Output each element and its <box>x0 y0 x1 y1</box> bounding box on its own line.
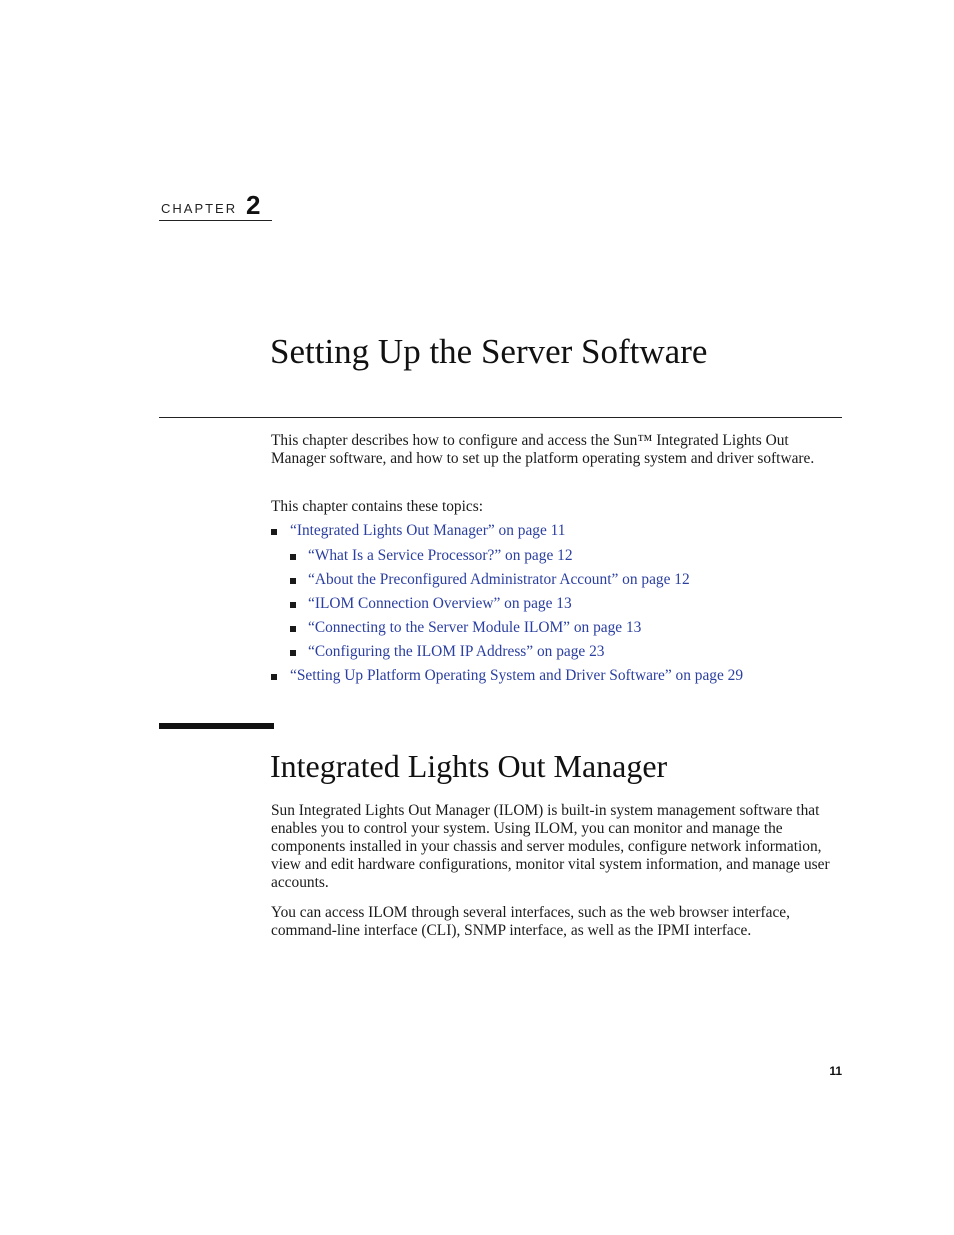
chapter-label <box>159 192 272 221</box>
bullet-icon <box>290 554 296 560</box>
bullet-icon <box>271 529 277 535</box>
bullet-icon <box>290 578 296 584</box>
bullet-icon <box>290 626 296 632</box>
topic-link[interactable]: “Configuring the ILOM IP Address” on page 23 <box>308 643 605 660</box>
topics-lead: This chapter contains these topics: <box>271 498 483 515</box>
chapter-number: 2 <box>246 190 261 220</box>
section-paragraph: You can access ILOM through several interfaces, such as the web browser interface, command-line interface (CLI), SNMP interface, as well as the IPMI interface. <box>271 904 790 939</box>
chapter-word: CHAPTER <box>161 201 238 216</box>
topic-link[interactable]: “Integrated Lights Out Manager” on page 11 <box>290 522 566 539</box>
section-heading: Integrated Lights Out Manager <box>270 748 668 784</box>
bullet-icon <box>290 602 296 608</box>
section-bar <box>159 723 274 729</box>
title-rule <box>159 417 842 418</box>
topic-link[interactable]: “ILOM Connection Overview” on page 13 <box>308 595 572 612</box>
page-number: 11 <box>829 1064 842 1078</box>
chapter-title: Setting Up the Server Software <box>270 332 708 371</box>
intro-paragraph: This chapter describes how to configure and access the Sun™ Integrated Lights Out Manager software, and how to set up the platform operating system and driver software. <box>271 432 815 467</box>
bullet-icon <box>271 674 277 680</box>
topic-link[interactable]: “What Is a Service Processor?” on page 12 <box>308 547 573 564</box>
bullet-icon <box>290 650 296 656</box>
topic-link[interactable]: “Setting Up Platform Operating System and Driver Software” on page 29 <box>290 667 744 684</box>
topic-link[interactable]: “About the Preconfigured Administrator Account” on page 12 <box>308 571 690 588</box>
topic-link[interactable]: “Connecting to the Server Module ILOM” on page 13 <box>308 619 642 636</box>
section-paragraph: Sun Integrated Lights Out Manager (ILOM) is built-in system management software that enables you to control your system. Using ILOM, you can monitor and manage the components installed in your chassis and server modules, configure network information, view and edit hardware configurations, monitor vital system information, and manage user accounts. <box>271 802 830 891</box>
